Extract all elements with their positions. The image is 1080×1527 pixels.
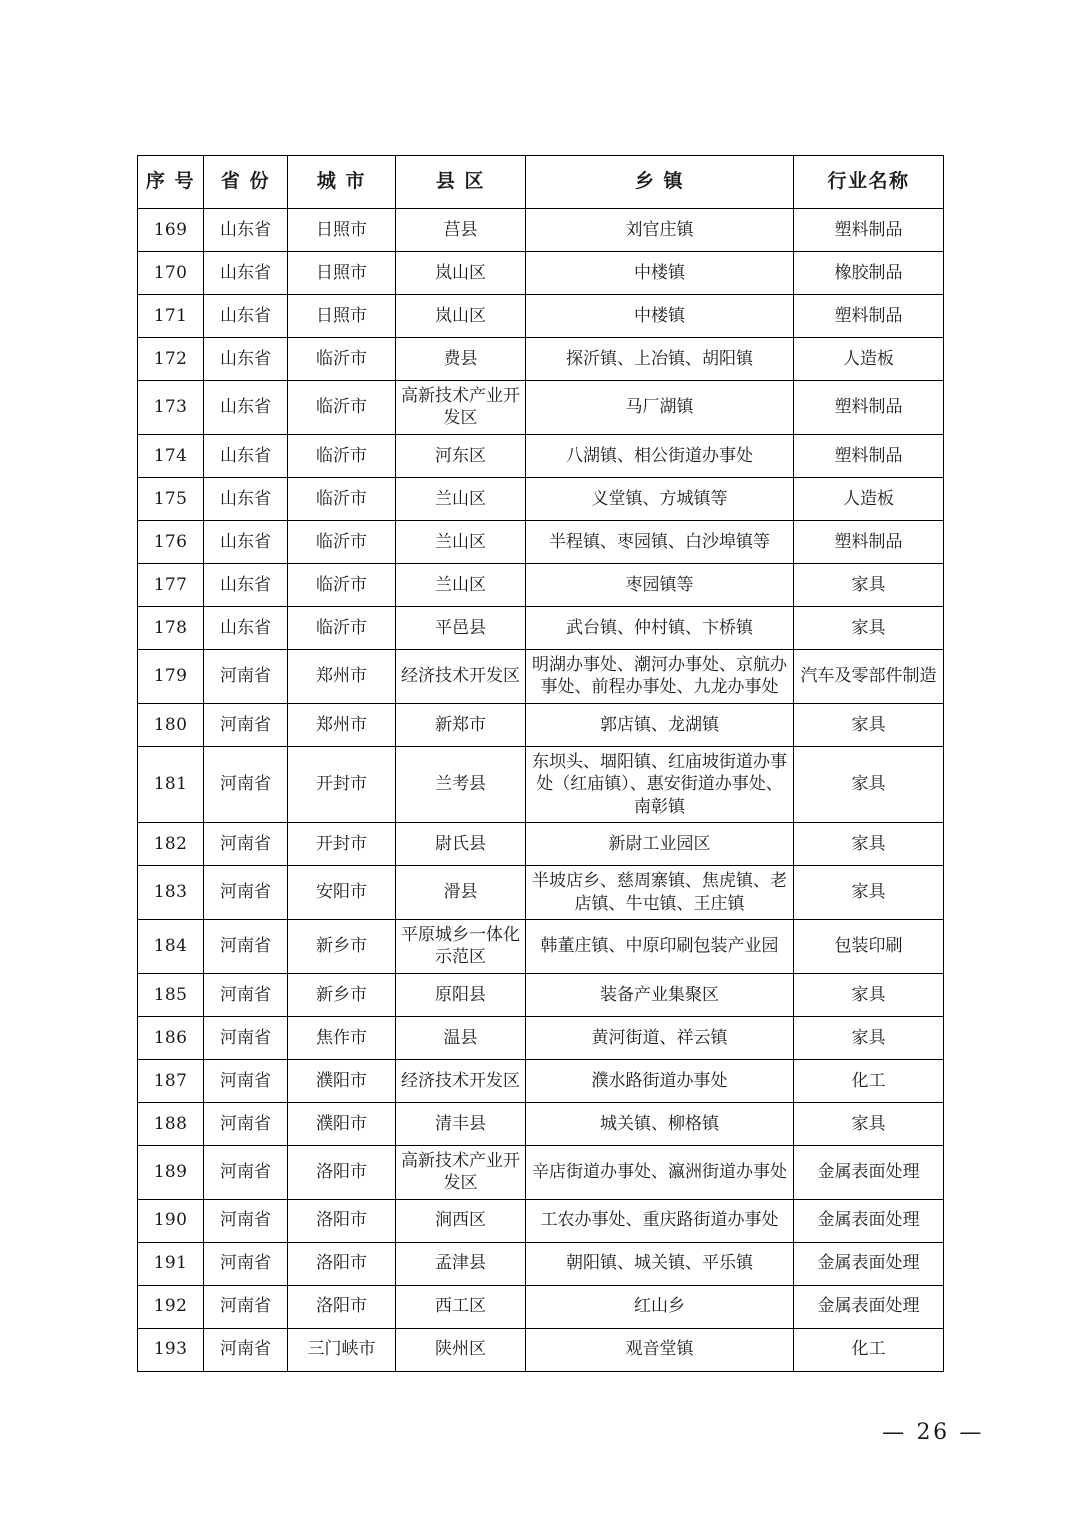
cell-industry: 汽车及零部件制造 bbox=[794, 649, 944, 703]
cell-township: 刘官庄镇 bbox=[526, 209, 794, 252]
column-header-township: 乡 镇 bbox=[526, 156, 794, 209]
column-header-city: 城 市 bbox=[288, 156, 396, 209]
cell-township: 工农办事处、重庆路街道办事处 bbox=[526, 1199, 794, 1242]
cell-county: 原阳县 bbox=[396, 973, 526, 1016]
table-row bbox=[138, 1242, 944, 1285]
cell-seq: 181 bbox=[138, 746, 204, 822]
cell-province: 河南省 bbox=[204, 1242, 288, 1285]
cell-township: 半坡店乡、慈周寨镇、焦虎镇、老店镇、牛屯镇、王庄镇 bbox=[526, 866, 794, 920]
cell-province: 河南省 bbox=[204, 866, 288, 920]
cell-city: 濮阳市 bbox=[288, 1059, 396, 1102]
cell-county: 滑县 bbox=[396, 866, 526, 920]
cell-seq: 189 bbox=[138, 1145, 204, 1199]
table-row bbox=[138, 1285, 944, 1328]
cell-seq: 171 bbox=[138, 295, 204, 338]
cell-seq: 187 bbox=[138, 1059, 204, 1102]
cell-county: 高新技术产业开发区 bbox=[396, 381, 526, 435]
cell-province: 山东省 bbox=[204, 606, 288, 649]
table-row bbox=[138, 563, 944, 606]
cell-county: 费县 bbox=[396, 338, 526, 381]
cell-seq: 184 bbox=[138, 919, 204, 973]
cell-township: 郭店镇、龙湖镇 bbox=[526, 703, 794, 746]
cell-city: 临沂市 bbox=[288, 338, 396, 381]
cell-township: 濮水路街道办事处 bbox=[526, 1059, 794, 1102]
table-row bbox=[138, 1199, 944, 1242]
cell-county: 平原城乡一体化示范区 bbox=[396, 919, 526, 973]
cell-industry: 金属表面处理 bbox=[794, 1199, 944, 1242]
cell-city: 洛阳市 bbox=[288, 1285, 396, 1328]
table-row bbox=[138, 338, 944, 381]
table-row bbox=[138, 209, 944, 252]
cell-city: 洛阳市 bbox=[288, 1145, 396, 1199]
cell-province: 河南省 bbox=[204, 1199, 288, 1242]
table-body bbox=[138, 209, 944, 1372]
cell-industry: 橡胶制品 bbox=[794, 252, 944, 295]
cell-county: 清丰县 bbox=[396, 1102, 526, 1145]
cell-township: 辛店街道办事处、瀛洲街道办事处 bbox=[526, 1145, 794, 1199]
cell-township: 红山乡 bbox=[526, 1285, 794, 1328]
column-header-seq: 序 号 bbox=[138, 156, 204, 209]
cell-seq: 177 bbox=[138, 563, 204, 606]
cell-city: 郑州市 bbox=[288, 649, 396, 703]
cell-city: 临沂市 bbox=[288, 477, 396, 520]
cell-township: 半程镇、枣园镇、白沙埠镇等 bbox=[526, 520, 794, 563]
cell-seq: 174 bbox=[138, 434, 204, 477]
cell-province: 山东省 bbox=[204, 338, 288, 381]
cell-city: 安阳市 bbox=[288, 866, 396, 920]
table-row bbox=[138, 1016, 944, 1059]
table-row bbox=[138, 434, 944, 477]
cell-industry: 人造板 bbox=[794, 338, 944, 381]
cell-township: 探沂镇、上冶镇、胡阳镇 bbox=[526, 338, 794, 381]
table-row bbox=[138, 1102, 944, 1145]
cell-province: 河南省 bbox=[204, 1016, 288, 1059]
cell-township: 朝阳镇、城关镇、平乐镇 bbox=[526, 1242, 794, 1285]
cell-seq: 175 bbox=[138, 477, 204, 520]
industrial-park-table bbox=[137, 155, 944, 1372]
table-row bbox=[138, 973, 944, 1016]
cell-province: 山东省 bbox=[204, 295, 288, 338]
cell-county: 岚山区 bbox=[396, 295, 526, 338]
cell-seq: 183 bbox=[138, 866, 204, 920]
cell-county: 平邑县 bbox=[396, 606, 526, 649]
cell-township: 明湖办事处、潮河办事处、京航办事处、前程办事处、九龙办事处 bbox=[526, 649, 794, 703]
cell-industry: 化工 bbox=[794, 1059, 944, 1102]
cell-city: 临沂市 bbox=[288, 563, 396, 606]
cell-seq: 176 bbox=[138, 520, 204, 563]
cell-industry: 家具 bbox=[794, 1102, 944, 1145]
cell-industry: 家具 bbox=[794, 823, 944, 866]
cell-county: 高新技术产业开发区 bbox=[396, 1145, 526, 1199]
cell-city: 临沂市 bbox=[288, 381, 396, 435]
table-row bbox=[138, 295, 944, 338]
cell-province: 河南省 bbox=[204, 1328, 288, 1371]
table-row bbox=[138, 866, 944, 920]
cell-city: 开封市 bbox=[288, 746, 396, 822]
cell-industry: 家具 bbox=[794, 746, 944, 822]
column-header-industry: 行业名称 bbox=[794, 156, 944, 209]
cell-industry: 包装印刷 bbox=[794, 919, 944, 973]
cell-township: 黄河街道、祥云镇 bbox=[526, 1016, 794, 1059]
cell-city: 日照市 bbox=[288, 252, 396, 295]
cell-county: 新郑市 bbox=[396, 703, 526, 746]
cell-county: 涧西区 bbox=[396, 1199, 526, 1242]
table-row bbox=[138, 606, 944, 649]
cell-seq: 179 bbox=[138, 649, 204, 703]
cell-city: 郑州市 bbox=[288, 703, 396, 746]
cell-township: 八湖镇、相公街道办事处 bbox=[526, 434, 794, 477]
table-row bbox=[138, 1328, 944, 1371]
cell-industry: 家具 bbox=[794, 563, 944, 606]
table-row bbox=[138, 520, 944, 563]
cell-province: 河南省 bbox=[204, 973, 288, 1016]
cell-industry: 家具 bbox=[794, 973, 944, 1016]
cell-province: 山东省 bbox=[204, 477, 288, 520]
cell-industry: 塑料制品 bbox=[794, 295, 944, 338]
cell-industry: 金属表面处理 bbox=[794, 1285, 944, 1328]
cell-province: 河南省 bbox=[204, 919, 288, 973]
table-header bbox=[138, 156, 944, 209]
cell-province: 河南省 bbox=[204, 703, 288, 746]
cell-province: 河南省 bbox=[204, 1059, 288, 1102]
cell-industry: 塑料制品 bbox=[794, 520, 944, 563]
table-row bbox=[138, 919, 944, 973]
table-row bbox=[138, 477, 944, 520]
cell-seq: 172 bbox=[138, 338, 204, 381]
cell-county: 兰山区 bbox=[396, 520, 526, 563]
cell-industry: 金属表面处理 bbox=[794, 1242, 944, 1285]
cell-township: 装备产业集聚区 bbox=[526, 973, 794, 1016]
cell-seq: 170 bbox=[138, 252, 204, 295]
table-row bbox=[138, 252, 944, 295]
column-header-county: 县 区 bbox=[396, 156, 526, 209]
cell-township: 韩董庄镇、中原印刷包装产业园 bbox=[526, 919, 794, 973]
cell-province: 山东省 bbox=[204, 381, 288, 435]
cell-city: 洛阳市 bbox=[288, 1199, 396, 1242]
cell-seq: 191 bbox=[138, 1242, 204, 1285]
cell-province: 山东省 bbox=[204, 563, 288, 606]
cell-province: 河南省 bbox=[204, 746, 288, 822]
cell-seq: 173 bbox=[138, 381, 204, 435]
cell-city: 焦作市 bbox=[288, 1016, 396, 1059]
cell-seq: 178 bbox=[138, 606, 204, 649]
cell-industry: 家具 bbox=[794, 1016, 944, 1059]
cell-city: 临沂市 bbox=[288, 434, 396, 477]
cell-province: 河南省 bbox=[204, 649, 288, 703]
cell-city: 日照市 bbox=[288, 295, 396, 338]
cell-industry: 塑料制品 bbox=[794, 381, 944, 435]
cell-city: 新乡市 bbox=[288, 919, 396, 973]
cell-seq: 193 bbox=[138, 1328, 204, 1371]
cell-province: 山东省 bbox=[204, 209, 288, 252]
cell-seq: 182 bbox=[138, 823, 204, 866]
cell-city: 临沂市 bbox=[288, 606, 396, 649]
cell-industry: 化工 bbox=[794, 1328, 944, 1371]
cell-seq: 188 bbox=[138, 1102, 204, 1145]
cell-county: 陕州区 bbox=[396, 1328, 526, 1371]
cell-industry: 家具 bbox=[794, 606, 944, 649]
page-number-footer: — 26 — bbox=[882, 1420, 984, 1445]
table-row bbox=[138, 1145, 944, 1199]
cell-seq: 192 bbox=[138, 1285, 204, 1328]
cell-seq: 180 bbox=[138, 703, 204, 746]
cell-township: 中楼镇 bbox=[526, 295, 794, 338]
cell-seq: 169 bbox=[138, 209, 204, 252]
cell-city: 新乡市 bbox=[288, 973, 396, 1016]
table-row bbox=[138, 649, 944, 703]
table-row bbox=[138, 1059, 944, 1102]
cell-county: 莒县 bbox=[396, 209, 526, 252]
cell-province: 河南省 bbox=[204, 1102, 288, 1145]
cell-county: 孟津县 bbox=[396, 1242, 526, 1285]
cell-industry: 家具 bbox=[794, 866, 944, 920]
cell-county: 经济技术开发区 bbox=[396, 649, 526, 703]
cell-city: 临沂市 bbox=[288, 520, 396, 563]
table-header-row bbox=[138, 156, 944, 209]
cell-county: 西工区 bbox=[396, 1285, 526, 1328]
cell-industry: 金属表面处理 bbox=[794, 1145, 944, 1199]
cell-township: 义堂镇、方城镇等 bbox=[526, 477, 794, 520]
cell-county: 温县 bbox=[396, 1016, 526, 1059]
cell-province: 河南省 bbox=[204, 1285, 288, 1328]
cell-township: 东坝头、堌阳镇、红庙坡街道办事处（红庙镇）、惠安街道办事处、南彰镇 bbox=[526, 746, 794, 822]
cell-county: 经济技术开发区 bbox=[396, 1059, 526, 1102]
cell-city: 开封市 bbox=[288, 823, 396, 866]
cell-seq: 190 bbox=[138, 1199, 204, 1242]
cell-city: 三门峡市 bbox=[288, 1328, 396, 1371]
cell-province: 河南省 bbox=[204, 823, 288, 866]
cell-township: 观音堂镇 bbox=[526, 1328, 794, 1371]
table-row bbox=[138, 746, 944, 822]
cell-seq: 186 bbox=[138, 1016, 204, 1059]
cell-city: 日照市 bbox=[288, 209, 396, 252]
table-row bbox=[138, 381, 944, 435]
table-row bbox=[138, 703, 944, 746]
cell-province: 山东省 bbox=[204, 434, 288, 477]
cell-county: 兰山区 bbox=[396, 477, 526, 520]
cell-township: 武台镇、仲村镇、卞桥镇 bbox=[526, 606, 794, 649]
cell-township: 马厂湖镇 bbox=[526, 381, 794, 435]
cell-city: 洛阳市 bbox=[288, 1242, 396, 1285]
cell-industry: 塑料制品 bbox=[794, 434, 944, 477]
cell-county: 兰考县 bbox=[396, 746, 526, 822]
cell-province: 山东省 bbox=[204, 252, 288, 295]
cell-county: 岚山区 bbox=[396, 252, 526, 295]
cell-city: 濮阳市 bbox=[288, 1102, 396, 1145]
cell-township: 城关镇、柳格镇 bbox=[526, 1102, 794, 1145]
cell-county: 兰山区 bbox=[396, 563, 526, 606]
cell-industry: 家具 bbox=[794, 703, 944, 746]
industrial-park-table-container bbox=[137, 155, 943, 1372]
cell-township: 枣园镇等 bbox=[526, 563, 794, 606]
cell-township: 中楼镇 bbox=[526, 252, 794, 295]
cell-township: 新尉工业园区 bbox=[526, 823, 794, 866]
cell-industry: 人造板 bbox=[794, 477, 944, 520]
column-header-province: 省 份 bbox=[204, 156, 288, 209]
cell-province: 河南省 bbox=[204, 1145, 288, 1199]
cell-province: 山东省 bbox=[204, 520, 288, 563]
cell-seq: 185 bbox=[138, 973, 204, 1016]
table-row bbox=[138, 823, 944, 866]
cell-county: 尉氏县 bbox=[396, 823, 526, 866]
cell-county: 河东区 bbox=[396, 434, 526, 477]
cell-industry: 塑料制品 bbox=[794, 209, 944, 252]
